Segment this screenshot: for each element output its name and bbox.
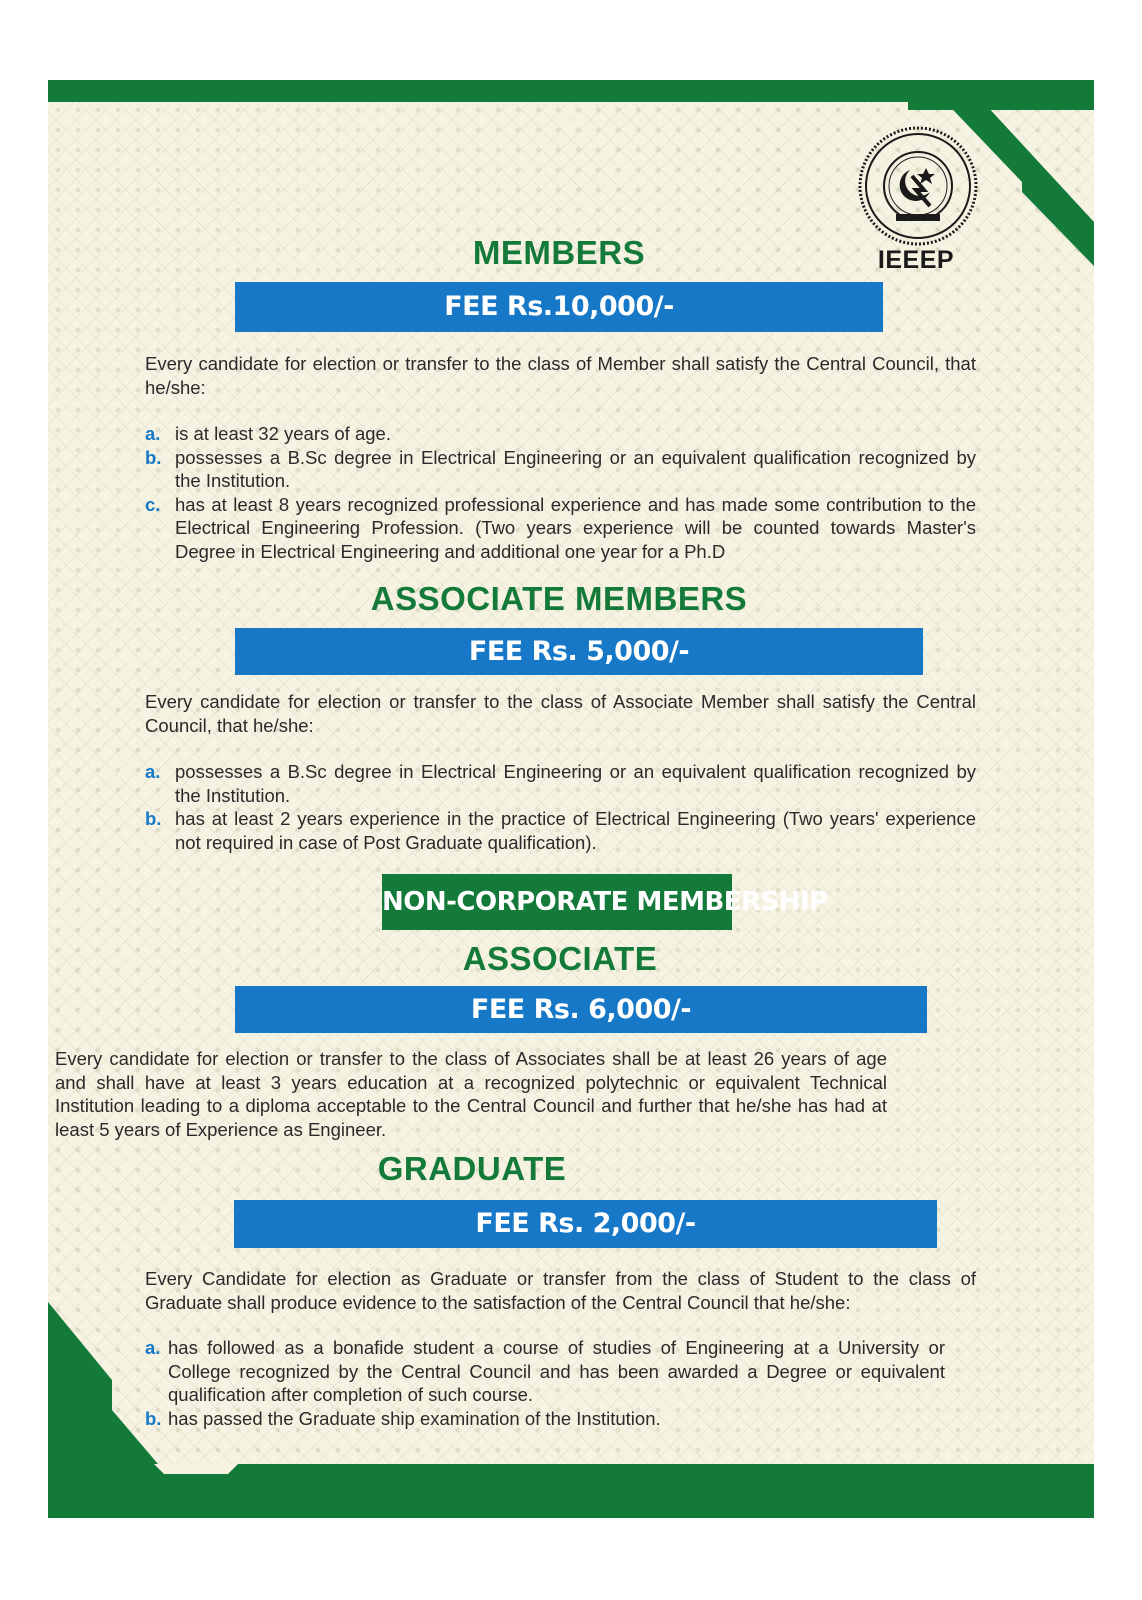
- associate-members-criteria-list: [145, 760, 976, 854]
- graduate-criteria-list: [145, 1336, 945, 1430]
- list-marker: a.: [145, 1337, 161, 1358]
- associate-heading: ASSOCIATE: [462, 940, 658, 977]
- list-marker: a.: [145, 423, 161, 444]
- associate-fee-bar: FEE Rs. 6,000/-: [235, 986, 927, 1033]
- list-item: [145, 422, 976, 446]
- list-item-text: has at least 2 years experience in the practice of Electrical Engineering (Two years' experience not required in case of Post Graduate qualification).: [175, 808, 976, 853]
- bottom-corner-notch: [154, 1464, 238, 1474]
- members-criteria-list: [145, 422, 976, 563]
- list-marker: a.: [145, 761, 161, 782]
- list-marker: b.: [145, 1407, 162, 1429]
- graduate-heading: GRADUATE: [377, 1150, 567, 1187]
- list-item-text: has passed the Graduate ship examination of the Institution.: [168, 1407, 661, 1429]
- members-fee-bar: FEE Rs.10,000/-: [235, 282, 883, 332]
- members-intro: Every candidate for election or transfer to the class of Member shall satisfy the Central Council, that he/she:: [145, 353, 976, 398]
- logo-text: IEEEP: [877, 246, 955, 274]
- list-item-text: is at least 32 years of age.: [175, 423, 391, 444]
- list-item: [145, 1407, 945, 1431]
- associate-members-intro: Every candidate for election or transfer to the class of Associate Member shall satisfy the Central Council, that he/she:: [145, 691, 976, 736]
- non-corporate-label: NON-CORPORATE MEMBERSHIP: [382, 874, 732, 930]
- list-item: [145, 446, 976, 493]
- associate-text: Every candidate for election or transfer to the class of Associates shall be at least 26 years of age and shall have at least 3 years education at a recognized polytechnic or equivalent Technical Institution leading to a diploma acceptable to the Central Council and further that he/she has had at least 5 years of Experience as Engineer.: [55, 1048, 887, 1140]
- associate-members-heading: ASSOCIATE MEMBERS: [370, 580, 748, 617]
- associate-members-fee-bar: FEE Rs. 5,000/-: [235, 628, 923, 675]
- list-item: [145, 760, 976, 807]
- list-item-text: has followed as a bonafide student a course of studies of Engineering at a University or College recognized by the Central Council and has been awarded a Degree or equivalent qualification after completion of such course.: [168, 1337, 945, 1405]
- list-item: [145, 493, 976, 564]
- list-item: [145, 807, 976, 854]
- list-item: [145, 1336, 945, 1407]
- list-item-text: has at least 8 years recognized professional experience and has made some contribution to the Electrical Engineering Profession. (Two years experience will be counted towards Master's Degree in Electrical Engineering and additional one year for a Ph.D: [175, 493, 976, 562]
- list-item-text: possesses a B.Sc degree in Electrical Engineering or an equivalent qualification recognized by the Institution.: [175, 761, 976, 806]
- list-marker: c.: [145, 493, 161, 515]
- list-marker: b.: [145, 808, 162, 829]
- graduate-intro: Every Candidate for election as Graduate or transfer from the class of Student to the class of Graduate shall produce evidence to the satisfaction of the Central Council that he/she:: [145, 1268, 976, 1313]
- list-item-text: possesses a B.Sc degree in Electrical Engineering or an equivalent qualification recognized by the Institution.: [175, 446, 976, 491]
- top-green-band: [48, 80, 1094, 110]
- graduate-fee-bar: FEE Rs. 2,000/-: [234, 1200, 937, 1248]
- members-heading: MEMBERS: [472, 234, 646, 271]
- list-marker: b.: [145, 446, 162, 468]
- ieeep-seal: [852, 124, 984, 248]
